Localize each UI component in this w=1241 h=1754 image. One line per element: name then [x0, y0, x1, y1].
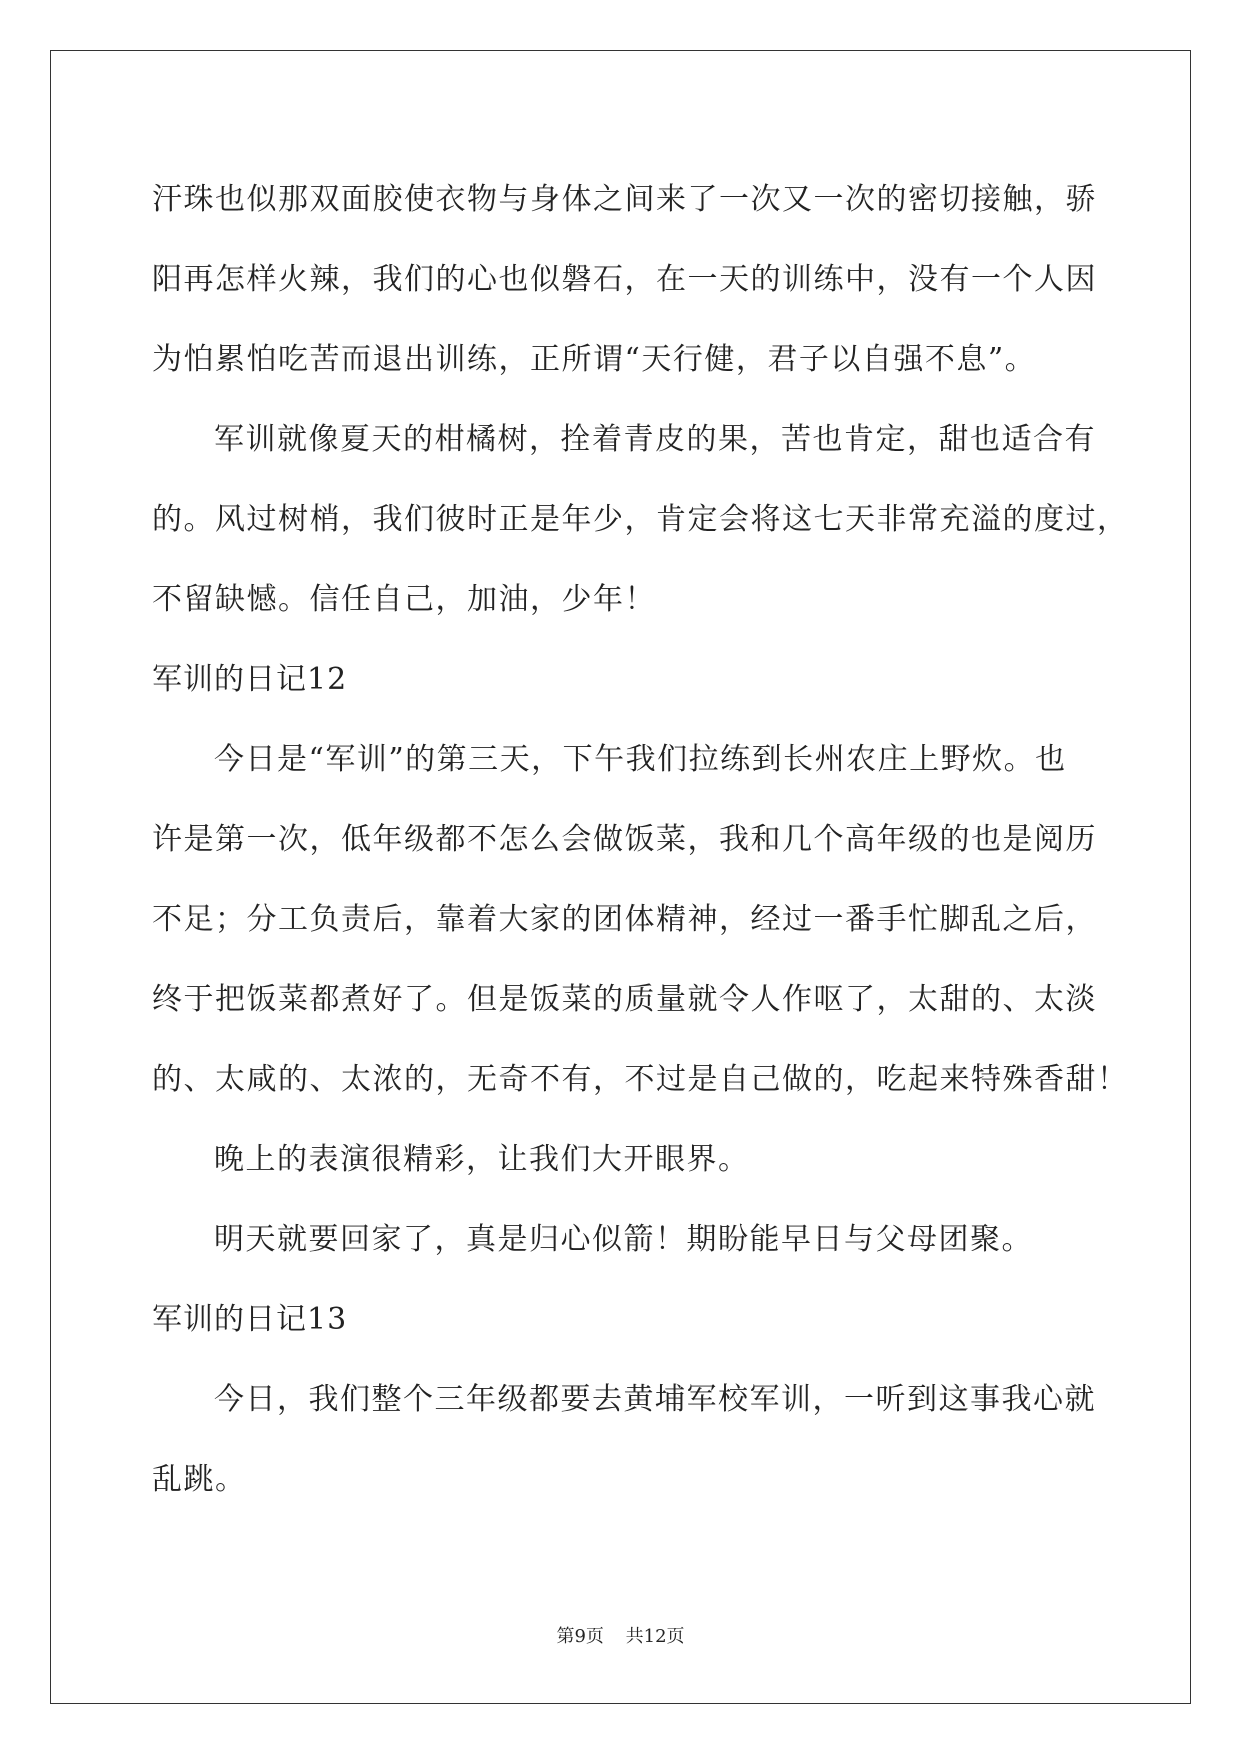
- body-line-10: 不足；分工负责后，靠着大家的团体精神，经过一番手忙脚乱之后，: [152, 902, 1097, 937]
- body-line-3: 为怕累怕吃苦而退出训练，正所谓“天行健，君子以自强不息”。: [152, 342, 1037, 377]
- body-line-12: 的、太咸的、太浓的，无奇不有，不过是自己做的，吃起来特殊香甜！: [152, 1062, 1129, 1097]
- body-line-5: 的。风过树梢，我们彼时正是年少，肯定会将这七天非常充溢的度过，: [152, 502, 1129, 537]
- body-line-6: 不留缺憾。信任自己，加油，少年！: [152, 582, 656, 617]
- section-heading-12: 军训的日记12: [152, 662, 348, 697]
- body-line-11: 终于把饭菜都煮好了。但是饭菜的质量就令人作呕了，太甜的、太淡: [152, 982, 1097, 1017]
- page-number-label: 第9页: [556, 1626, 604, 1647]
- body-line-8: 今日是“军训”的第三天，下午我们拉练到长州农庄上野炊。也: [214, 742, 1067, 777]
- body-line-17: 乱跳。: [152, 1462, 247, 1497]
- section-heading-13: 军训的日记13: [152, 1302, 348, 1337]
- document-body: [152, 160, 1129, 1520]
- body-line-9: 许是第一次，低年级都不怎么会做饭菜，我和几个高年级的也是阅历: [152, 822, 1097, 857]
- body-line-16: 今日，我们整个三年级都要去黄埔军校军训，一听到这事我心就: [214, 1382, 1096, 1417]
- body-line-13: 晚上的表演很精彩，让我们大开眼界。: [214, 1142, 750, 1177]
- body-line-4: 军训就像夏天的柑橘树，拴着青皮的果，苦也肯定，甜也适合有: [214, 422, 1096, 457]
- body-line-1: 汗珠也似那双面胶使衣物与身体之间来了一次又一次的密切接触，骄: [152, 182, 1097, 217]
- body-line-14: 明天就要回家了，真是归心似箭！期盼能早日与父母团聚。: [214, 1222, 1033, 1257]
- body-line-2: 阳再怎样火辣，我们的心也似磐石，在一天的训练中，没有一个人因: [152, 262, 1097, 297]
- page-footer: [0, 1622, 1241, 1648]
- page-total-label: 共12页: [625, 1626, 685, 1647]
